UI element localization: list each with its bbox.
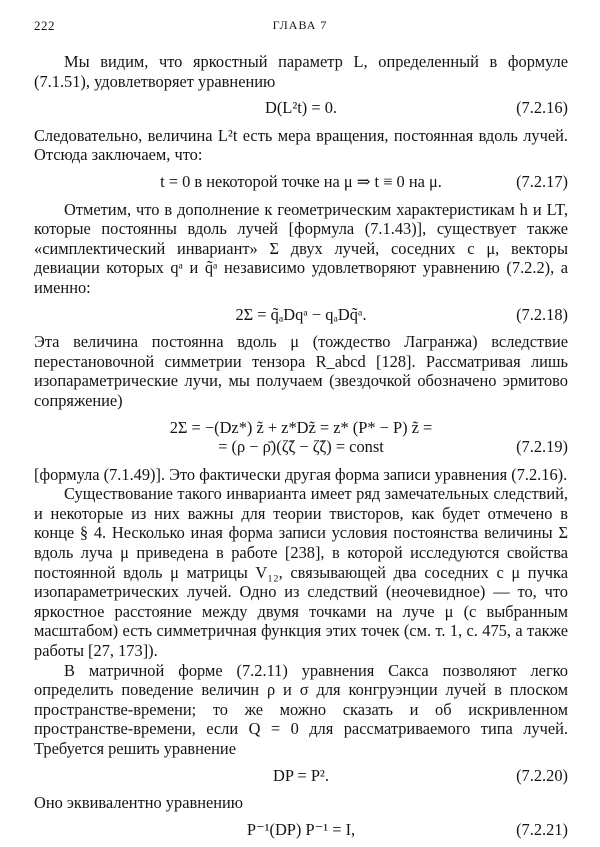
paragraph-3: Отметим, что в дополнение к геометрическим характеристикам h и LT, которые постоянны вдоль лучей [формула (7.1.43)], существует также «симплектический инвариант» Σ двух лучей, соседних с μ, векторы девиации которых qᵃ и q̃ᵃ независимо удовлетворяют уравнению (7.2.2), а именно: [34,199,568,297]
equation-number: (7.2.18) [516,304,568,324]
paragraph-2: Следовательно, величина L²t есть мера вращения, постоянная вдоль лучей. Отсюда заключаем, что: [34,125,568,165]
equation-number: (7.2.20) [516,765,568,785]
equation-formula: DP = P². [273,765,329,785]
equation-formula: D(L²t) = 0. [265,98,337,118]
equation-formula-line-1: 2Σ = −(Dz*) z̃ + z*Dz̃ = z* (P* − P) z̃ = [169,417,433,437]
equation-7-2-16 [34,98,568,118]
equation-number: (7.2.17) [516,171,568,191]
page-number: 222 [34,18,55,33]
equation-7-2-21 [34,820,568,840]
page-body [34,52,568,847]
equation-formula: 2Σ = q̃ₐDqᵃ − qₐDq̃ᵃ. [235,304,367,324]
equation-number: (7.2.16) [516,98,568,118]
paragraph-6: Существование такого инварианта имеет ряд замечательных следствий, и некоторые из них важны для теории твисторов, как будет отмечено в конце § 4. Несколько иная форма записи условия постоянства величины Σ вдоль луча μ приведена в работе [238], в которой исследуются свойства постоянной вдоль μ матрицы V₁₂, связывающей два соседних с μ пучка изопараметрических лучей. Одно из следствий (неочевидное) — то, что яркостное расстояние между двумя точками на луче μ (с выбранным масштабом) есть симметричная функция этих точек (см. т. 1, с. 475, а также работы [27, 173]). [34,484,568,661]
equation-formula: P⁻¹(DP) P⁻¹ = I, [246,819,356,839]
equation-formula: t = 0 в некоторой точке на μ ⇒ t ≡ 0 на μ. [160,171,442,191]
equation-7-2-17 [34,172,568,192]
equation-7-2-19 [34,418,568,457]
equation-number: (7.2.19) [516,437,568,457]
running-title: ГЛАВА 7 [272,18,328,32]
paragraph-5: [формула (7.1.49)]. Это фактически другая форма записи уравнения (7.2.16). [34,464,568,484]
equation-7-2-18 [34,305,568,325]
paragraph-8: Оно эквивалентно уравнению [34,793,244,813]
paragraph-7: В матричной форме (7.2.11) уравнения Сакса позволяют легко определить поведение величин ρ и σ для конгруэнции лучей в плоском пространстве-времени; то же можно сказать и об искривленном пространстве-времени, если Q = 0 для рассматриваемого типа лучей. Требуется решить уравнение [34,660,568,758]
paragraph-4: Эта величина постоянна вдоль μ (тождество Лагранжа) вследствие перестановочной симметрии тензора R_abcd [128]. Рассматривая лишь изопараметрические лучи, мы получаем (звездочкой обозначено эрмитово сопряжение) [34,332,568,410]
equation-formula-line-2: = (ρ − ρ̄)(ζ̃ζ − ζ̃ζ) = const [218,437,384,457]
equation-7-2-20 [34,766,568,786]
equation-number: (7.2.21) [516,819,568,839]
paragraph-1: Мы видим, что яркостный параметр L, определенный в формуле (7.1.51), удовлетворяет уравнению [34,52,568,91]
